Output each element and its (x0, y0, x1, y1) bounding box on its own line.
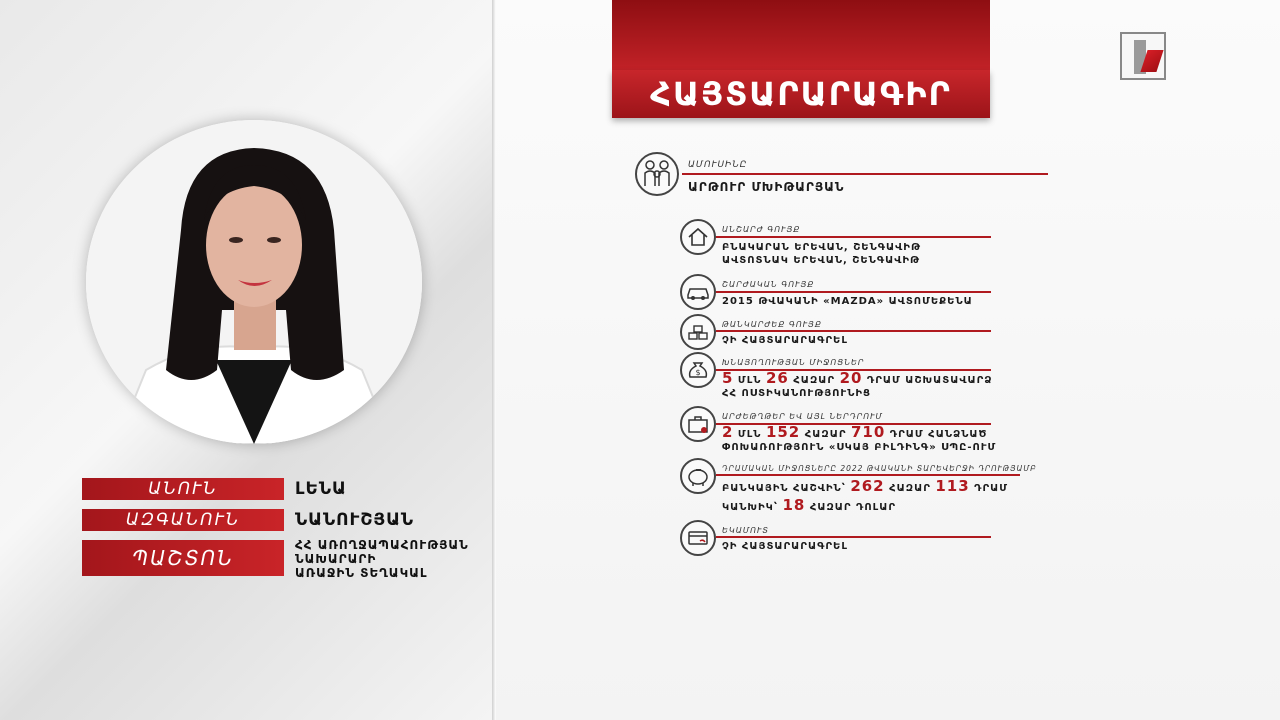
item-text (722, 478, 1008, 516)
position-label: ՊԱՇՏՈՆ (82, 540, 284, 576)
item-text: ՉԻ ՀԱՅՏԱՐԱՐԱԳՐԵԼ (722, 541, 848, 552)
bank-label: ԲԱՆԿԱՅԻՆ ՀԱՇՎԻՆ՝ (722, 483, 846, 494)
item-title: ԽՆԱՅՈՂՈՒԹՅԱՆ ՄԻՋՈՑՆԵՐ (722, 358, 865, 367)
item-title: ԹԱՆԿԱՐԺԵՔ ԳՈՒՅՔ (722, 320, 822, 329)
item-line (716, 536, 991, 538)
name-label: ԱՆՈՒՆ (82, 478, 284, 500)
item-text (722, 423, 997, 454)
spouse-title: ԱՄՈՒՍԻՆԸ (688, 160, 748, 170)
item-title: ԴՐԱՄԱԿԱՆ ՄԻՋՈՑՆԵՐԸ 2022 ԹՎԱԿԱՆԻ ՏԱՐԵՎԵՐՋԻ ԴՐՈՒԹՅԱՄԲ (722, 464, 1037, 473)
income-thousand: 26 (765, 369, 789, 387)
item-line-text: ԲՆԱԿԱՐԱՆ ԵՐԵՎԱՆ, ՇԵՆԳԱՎԻԹ (722, 242, 921, 253)
income-million: 5 (722, 369, 734, 387)
item-text (722, 369, 993, 400)
piggy-bank-icon (680, 458, 716, 494)
position-line: ՆԱԽԱՐԱՐԻ (295, 552, 377, 566)
income-thousand: 152 (765, 423, 801, 441)
bank-thousand-unit: ՀԱԶԱՐ (889, 483, 931, 494)
item-title: ԵԿԱՄՈՒՏ (722, 526, 769, 535)
item-line-text: ԱՎՏՈՏՆԱԿ ԵՐԵՎԱՆ, ՇԵՆԳԱՎԻԹ (722, 255, 921, 266)
position-text (295, 538, 469, 580)
spouse-line (682, 173, 1048, 175)
item-line (716, 236, 991, 238)
income-source: ՓՈԽԱՌՈՒԹՅՈՒՆ «ՍԿԱՅ ԲԻԼԴԻՆԳ» ՍՊԸ-ՈՒՄ (722, 442, 997, 453)
bank-thousand: 262 (850, 477, 885, 495)
income-dram-unit: ԴՐԱՄ ԱՇԽԱՏԱՎԱՐՁ (866, 375, 993, 386)
income-source: ՀՀ ՈՍՏԻԿԱՆՈՒԹՅՈՒՆԻՑ (722, 388, 871, 399)
item-line (716, 330, 991, 332)
bank-dram-unit: ԴՐԱՄ (974, 483, 1009, 494)
briefcase-icon (680, 406, 716, 442)
income-million-unit: ՄԼՆ (737, 375, 762, 386)
channel-logo (1120, 32, 1166, 80)
card-icon (680, 520, 716, 556)
position-line: ԱՌԱՋԻՆ ՏԵՂԱԿԱԼ (295, 566, 428, 580)
income-dram: 20 (839, 369, 863, 387)
income-line (722, 423, 996, 441)
item-text: ՉԻ ՀԱՅՏԱՐԱՐԱԳՐԵԼ (722, 335, 848, 346)
cash-amount: 18 (782, 496, 806, 514)
item-text: 2015 ԹՎԱԿԱՆԻ «MAZDA» ԱՎՏՈՄԵՔԵՆԱ (722, 296, 973, 307)
income-dram-unit: ԴՐԱՄ ՀԱՆՁՆԱԾ (889, 429, 988, 440)
income-line (722, 369, 993, 387)
car-icon (680, 274, 716, 310)
spouse-name: ԱՐԹՈՒՐ ՄԽԻԹԱՐՅԱՆ (688, 180, 845, 194)
item-title: ՇԱՐԺԱԿԱՆ ԳՈՒՅՔ (722, 280, 815, 289)
income-million-unit: ՄԼՆ (737, 429, 762, 440)
house-icon (680, 219, 716, 255)
item-text (722, 241, 921, 267)
item-line (716, 291, 991, 293)
item-line (716, 474, 1020, 476)
first-name: ԼԵՆԱ (295, 479, 347, 499)
svg-text:$: $ (695, 368, 701, 377)
surname: ՆԱՆՈՒՇՅԱՆ (295, 510, 415, 530)
cash-line (722, 497, 1008, 516)
item-title: ԱՆՇԱՐԺ ԳՈՒՅՔ (722, 225, 801, 234)
cash-label: ԿԱՆԽԻԿ՝ (722, 502, 778, 513)
header-ribbon (612, 0, 990, 70)
income-thousand-unit: ՀԱԶԱՐ (793, 375, 836, 386)
valuables-icon (680, 314, 716, 350)
income-million: 2 (722, 423, 734, 441)
cash-unit: ՀԱԶԱՐ ԴՈԼԱՐ (809, 502, 897, 513)
page-title: ՀԱՅՏԱՐԱՐԱԳԻՐ (612, 70, 990, 118)
item-title: ԱՐԺԵԹՂԹԵՐ ԵՎ ԱՅԼ ՆԵՐԴՐՈՒՄ (722, 412, 883, 421)
surname-label: ԱԶԳԱՆՈՒՆ (82, 509, 284, 531)
bank-dram: 113 (935, 477, 970, 495)
bank-line (722, 478, 1008, 497)
money-bag-icon (680, 352, 716, 388)
family-icon (635, 152, 679, 196)
income-dram: 710 (851, 423, 886, 441)
portrait-photo (86, 120, 422, 444)
position-line: ՀՀ ԱՌՈՂՋԱՊԱՀՈՒԹՅԱՆ (295, 538, 469, 552)
income-thousand-unit: ՀԱԶԱՐ (804, 429, 847, 440)
